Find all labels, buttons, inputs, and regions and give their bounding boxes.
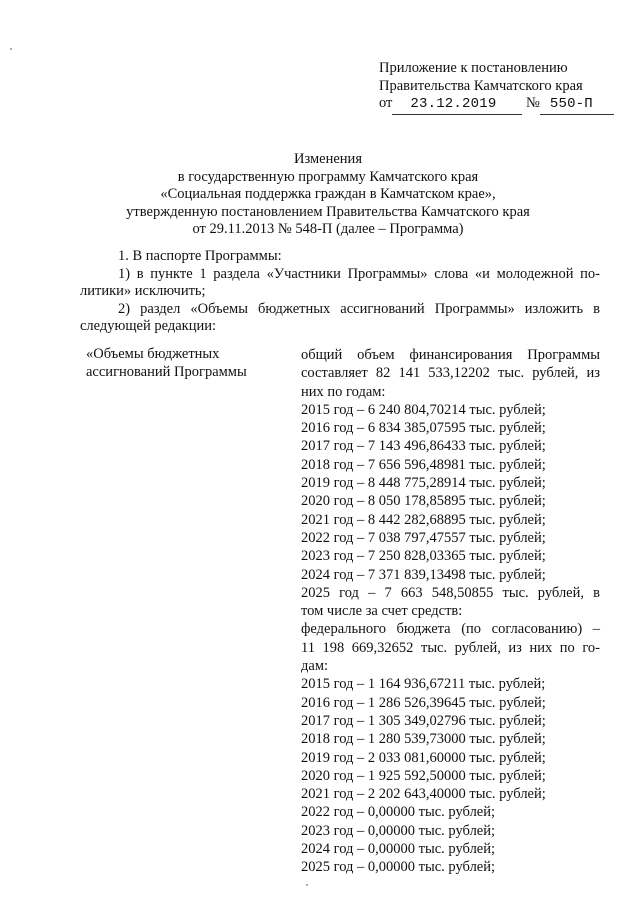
heading-line-3: «Социальная поддержка граждан в Камчатском крае», <box>160 186 496 202</box>
appendix-block <box>379 60 614 115</box>
funding-line: 2022 год – 7 038 797,47557 тыс. рублей; <box>301 529 546 546</box>
heading-line-5: от 29.11.2013 № 548-П (далее – Программа) <box>192 221 464 237</box>
heading-title: Изменения <box>294 151 362 167</box>
document-heading <box>96 151 560 239</box>
funding-line: 2019 год – 2 033 081,60000 тыс. рублей; <box>301 749 546 766</box>
funding-line: 2017 год – 1 305 349,02796 тыс. рублей; <box>301 712 546 729</box>
funding-line: дам: <box>301 658 329 675</box>
body-text <box>80 248 600 336</box>
sub-item-1-line-a: 1) в пункте 1 раздела «Участники Программы» слова «и молодежной по- <box>118 265 600 282</box>
table-right-cell <box>301 346 600 877</box>
left-cell-line-1: «Объемы бюджетных <box>86 346 220 362</box>
scan-speck <box>306 884 308 886</box>
date-prefix: от <box>379 95 393 111</box>
funding-line: 2018 год – 7 656 596,48981 тыс. рублей; <box>301 456 546 473</box>
funding-line: составляет 82 141 533,12202 тыс. рублей, из <box>301 365 600 382</box>
decree-number: 550-П <box>540 96 614 115</box>
appendix-line-1: Приложение к постановлению <box>379 60 568 76</box>
funding-line: них по годам: <box>301 383 386 400</box>
sub-item-2-line-a: 2) раздел «Объемы бюджетных ассигнований Программы» изложить в <box>118 300 600 317</box>
funding-line: 2024 год – 7 371 839,13498 тыс. рублей; <box>301 566 546 583</box>
funding-line: общий объем финансирования Программы <box>301 347 600 363</box>
funding-line: 2023 год – 7 250 828,03365 тыс. рублей; <box>301 548 546 565</box>
funding-line: 2020 год – 1 925 592,50000 тыс. рублей; <box>301 767 546 784</box>
heading-line-4: утвержденную постановлением Правительства Камчатского края <box>126 203 530 220</box>
funding-line: 11 198 669,32652 тыс. рублей, из них по го- <box>301 639 600 656</box>
funding-line: 2015 год – 1 164 936,67211 тыс. рублей; <box>301 676 546 693</box>
heading-line-2: в государственную программу Камчатского края <box>177 168 479 185</box>
sub-item-2-line-b: следующей редакции: <box>80 318 217 334</box>
table-left-cell <box>86 346 286 381</box>
funding-line: том числе за счет средств: <box>301 603 463 620</box>
funding-line: 2024 год – 0,00000 тыс. рублей; <box>301 841 496 858</box>
funding-line: 2016 год – 1 286 526,39645 тыс. рублей; <box>301 694 546 711</box>
appendix-line-2: Правительства Камчатского края <box>379 77 583 94</box>
funding-line: 2019 год – 8 448 775,28914 тыс. рублей; <box>301 475 546 492</box>
sub-item-1-line-b: литики» исключить; <box>80 283 206 299</box>
funding-line: 2018 год – 1 280 539,73000 тыс. рублей; <box>301 731 546 748</box>
decree-date: 23.12.2019 <box>392 96 522 115</box>
funding-line: 2020 год – 8 050 178,85895 тыс. рублей; <box>301 493 546 510</box>
scan-speck <box>10 48 12 50</box>
funding-line: 2025 год – 0,00000 тыс. рублей; <box>301 859 496 876</box>
funding-line: 2021 год – 8 442 282,68895 тыс. рублей; <box>301 511 546 528</box>
funding-line: 2017 год – 7 143 496,86433 тыс. рублей; <box>301 438 546 455</box>
left-cell-line-2: ассигнований Программы <box>86 363 247 380</box>
funding-line: 2021 год – 2 202 643,40000 тыс. рублей; <box>301 786 546 803</box>
funding-line: 2023 год – 0,00000 тыс. рублей; <box>301 822 496 839</box>
funding-line: 2015 год – 6 240 804,70214 тыс. рублей; <box>301 401 546 418</box>
funding-line: 2016 год – 6 834 385,07595 тыс. рублей; <box>301 420 546 437</box>
appendix-date-row <box>379 95 614 115</box>
item-1: 1. В паспорте Программы: <box>118 248 282 264</box>
funding-line: 2025 год – 7 663 548,50855 тыс. рублей, в <box>301 584 600 601</box>
number-prefix: № <box>526 95 540 111</box>
funding-line: 2022 год – 0,00000 тыс. рублей; <box>301 804 496 821</box>
funding-line: федерального бюджета (по согласованию) – <box>301 621 600 638</box>
